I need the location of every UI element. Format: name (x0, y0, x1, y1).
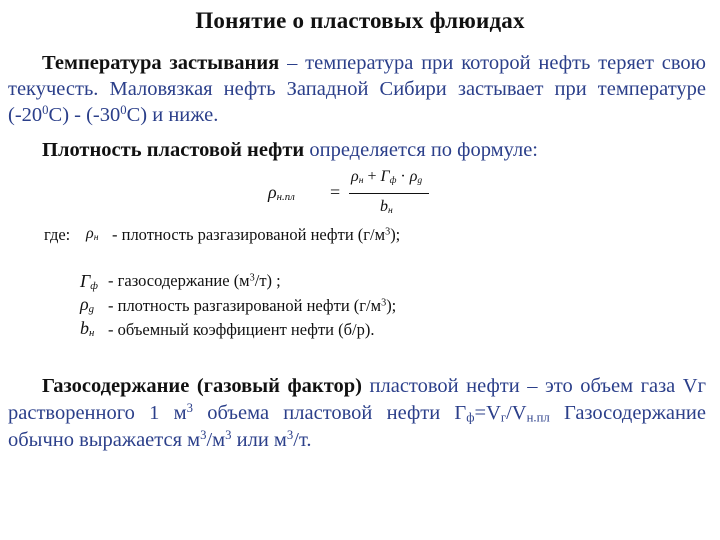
pour-point-end: С) и ниже. (126, 104, 219, 126)
where-label: где: (44, 225, 71, 244)
formula-equals: = (330, 182, 341, 202)
legend-desc-gamma-f: - газосодержание $(м^3/т)$ ; (108, 271, 281, 290)
gas-content-text-1: пластовой нефти – это объем газа Vг растворенного 1 м (8, 375, 706, 424)
subscript: н.пл (526, 410, 550, 425)
term-gas-content: Газосодержание (газовый фактор) (42, 375, 363, 397)
cube-sup: 3 (225, 428, 232, 443)
subscript: ф (466, 410, 475, 425)
term-density: Плотность пластовой нефти (42, 139, 305, 161)
gas-content-text-7: или м (231, 429, 287, 451)
gas-content-text-8: /т. (293, 429, 312, 451)
gas-content-text-3: =V (474, 402, 501, 424)
symbol-gamma-f: $Г_ф$ (80, 271, 98, 293)
formula-numerator: $\rho_н + Г_ф \cdot \rho_g$ (351, 168, 423, 186)
gas-content-text-6: /м (206, 429, 226, 451)
legend-desc-rho-g: - плотность разгазированой нефти $(г/м^3)$; (108, 296, 397, 315)
fraction-bar (349, 193, 429, 194)
degree-sup: 0 (120, 103, 127, 118)
density-definition: определяется по формуле: (304, 139, 538, 161)
cube-sup: 3 (200, 428, 207, 443)
legend-desc-rho-n: - плотность разгазированой нефти $(г/м^3)$; (112, 225, 401, 244)
formula-lhs: $\rho_{н.пл}$ (268, 182, 295, 204)
degree-sup: 0 (42, 103, 49, 118)
term-pour-point: Температура застывания (42, 52, 280, 74)
symbol-rho-g: $\rho_g$ (80, 294, 95, 316)
page-title: Понятие о пластовых флюидах (195, 8, 525, 33)
symbol-rho-n: $\rho_н$ (86, 225, 99, 243)
cube-sup: 3 (186, 401, 193, 416)
subscript: г (500, 410, 507, 425)
gas-content-text-2: объема пластовой нефти Г (192, 402, 467, 424)
pour-point-definition: – температура при которой нефть теряет свою текучесть. Маловязкая нефть Западной Сибири застывает при температуре (-20 (8, 52, 706, 126)
gas-content-text-5: Газосодержание обычно выражается м (8, 402, 707, 451)
cube-sup: 3 (286, 428, 294, 443)
paragraph-gas-content (8, 373, 706, 454)
paragraph-density (8, 137, 706, 163)
paragraph-pour-point (8, 50, 706, 128)
symbol-b-n: $b_н$ (80, 318, 95, 340)
legend-desc-b-n: - объемный коэффициент нефти (б/р). (108, 320, 375, 339)
pour-point-mid: С) - (-30 (48, 104, 121, 126)
gas-content-text-4: /V (506, 402, 527, 424)
formula-denominator: $b_н$ (380, 198, 393, 216)
